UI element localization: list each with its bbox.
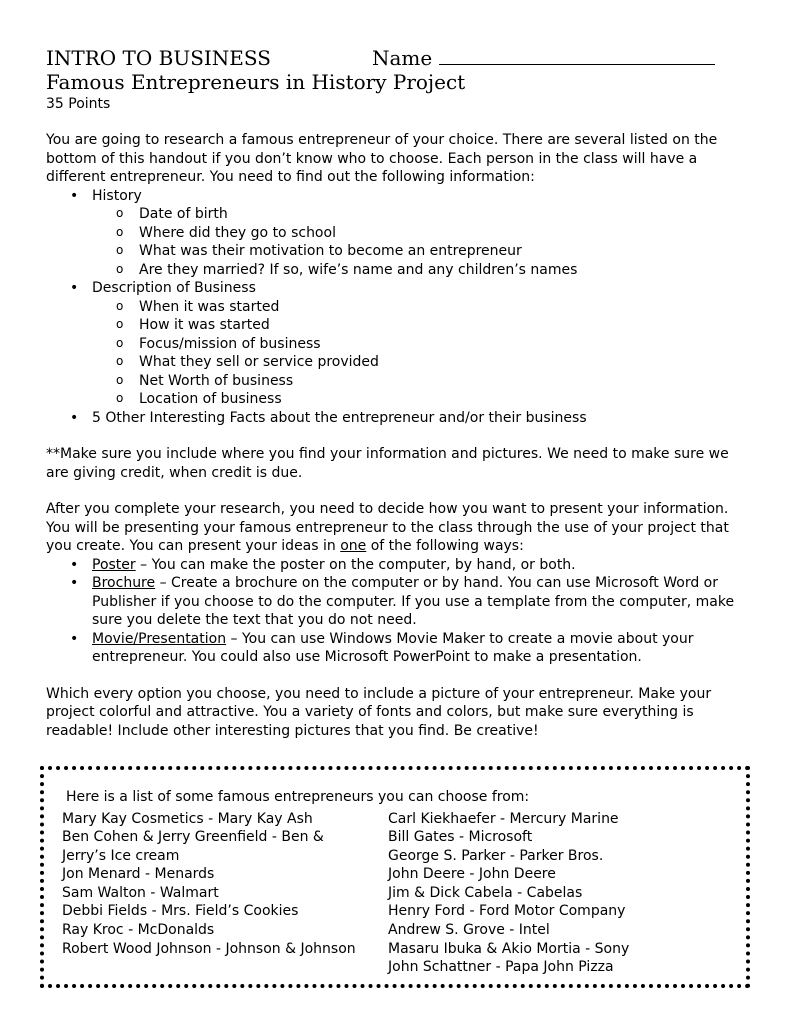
list-item: o Location of business (92, 390, 746, 409)
points-label: 35 Points (46, 96, 111, 112)
list-item: o How it was started (92, 316, 746, 335)
course-title: INTRO TO BUSINESS (46, 46, 271, 70)
handout-page (46, 46, 746, 740)
option-name: Brochure (92, 575, 156, 591)
option-poster: • Poster – You can make the poster on the computer, by hand, or both. (46, 556, 746, 575)
list-item: Robert Wood Johnson - Johnson & Johnson (62, 940, 356, 957)
closing-paragraph: Which every option you choose, you need to include a picture of your entrepreneur. Make your project colorful and attractive. You a variety of fonts and colors, but make sure everything is readable! Include other interesting pictures that you find. Be creative! (46, 685, 712, 739)
requirements-list (46, 187, 746, 428)
entrepreneurs-right-column (388, 810, 728, 977)
entrepreneurs-intro: Here is a list of some famous entrepreneurs you can choose from: (66, 789, 530, 805)
list-item: John Deere - John Deere (388, 866, 556, 883)
name-blank (439, 48, 715, 65)
history-sublist (92, 205, 746, 279)
option-movie-presentation: • Movie/Presentation – You can use Windows Movie Maker to create a movie about your entrepreneur. You could also use Microsoft PowerPoint to make a presentation. (46, 630, 746, 667)
list-item: Jon Menard - Menards (62, 866, 215, 883)
list-item: Mary Kay Cosmetics - Mary Kay Ash (62, 810, 313, 827)
underlined-one: one (340, 538, 367, 554)
list-item: o Focus/mission of business (92, 335, 746, 354)
intro-paragraph: You are going to research a famous entrepreneur of your choice. There are several listed on the bottom of this handout if you don’t know who to choose. Each person in the class will have a different entrepreneur. You need to find out the following information: (46, 132, 718, 185)
option-brochure: • Brochure – Create a brochure on the computer or by hand. You can use Microsoft Word or Publisher if you choose to do the computer. If you use a template from the computer, make sure you delete the text that you do not need. (46, 574, 746, 630)
list-item: o Are they married? If so, wife’s name and any children’s names (92, 261, 746, 280)
requirement-label: Description of Business (92, 280, 256, 296)
project-title: Famous Entrepreneurs in History Project (46, 70, 466, 94)
description-sublist (92, 298, 746, 409)
requirement-description (46, 279, 746, 409)
requirement-label: History (92, 187, 142, 204)
requirement-label: 5 Other Interesting Facts about the entrepreneur and/or their business (92, 409, 587, 426)
requirement-history (46, 187, 746, 280)
option-name: Poster (92, 556, 136, 573)
entrepreneurs-left-column (62, 810, 388, 977)
list-item: Debbi Fields - Mrs. Field’s Cookies (62, 903, 299, 920)
options-list (46, 556, 746, 667)
list-item: o What they sell or service provided (92, 353, 746, 372)
list-item: Ben Cohen & Jerry Greenfield - Ben & (62, 829, 324, 846)
list-item: Masaru Ibuka & Akio Mortia - Sony (388, 940, 630, 957)
option-name: Movie/Presentation (92, 630, 227, 647)
list-item: Bill Gates - Microsoft (388, 829, 533, 846)
list-item: Ray Kroc - McDonalds (62, 922, 215, 939)
requirement-facts (46, 409, 746, 428)
list-item: o Where did they go to school (92, 224, 746, 243)
list-item: o Net Worth of business (92, 372, 746, 391)
list-item: John Schattner - Papa John Pizza (388, 959, 614, 976)
list-item: Jim & Dick Cabela - Cabelas (388, 884, 583, 901)
list-item: o When it was started (92, 298, 746, 317)
list-item: Andrew S. Grove - Intel (388, 922, 550, 939)
list-item: o What was their motivation to become an entrepreneur (92, 242, 746, 261)
name-label: Name (372, 46, 433, 70)
list-item: Jerry’s Ice cream (62, 847, 180, 864)
list-item: Henry Ford - Ford Motor Company (388, 903, 626, 920)
credit-note: **Make sure you include where you find your information and pictures. We need to make sure we are giving credit, when credit is due. (46, 446, 729, 481)
present-paragraph: After you complete your research, you need to decide how you want to present your information. You will be presenting your famous entrepreneur to the class through the use of your project that you create. You can present your ideas in one of the following ways: (46, 501, 729, 554)
list-item: o Date of birth (92, 205, 746, 224)
list-item: Carl Kiekhaefer - Mercury Marine (388, 810, 619, 827)
entrepreneurs-box (40, 766, 750, 988)
header-line (46, 46, 746, 70)
list-item: Sam Walton - Walmart (62, 884, 219, 901)
list-item: George S. Parker - Parker Bros. (388, 847, 604, 864)
